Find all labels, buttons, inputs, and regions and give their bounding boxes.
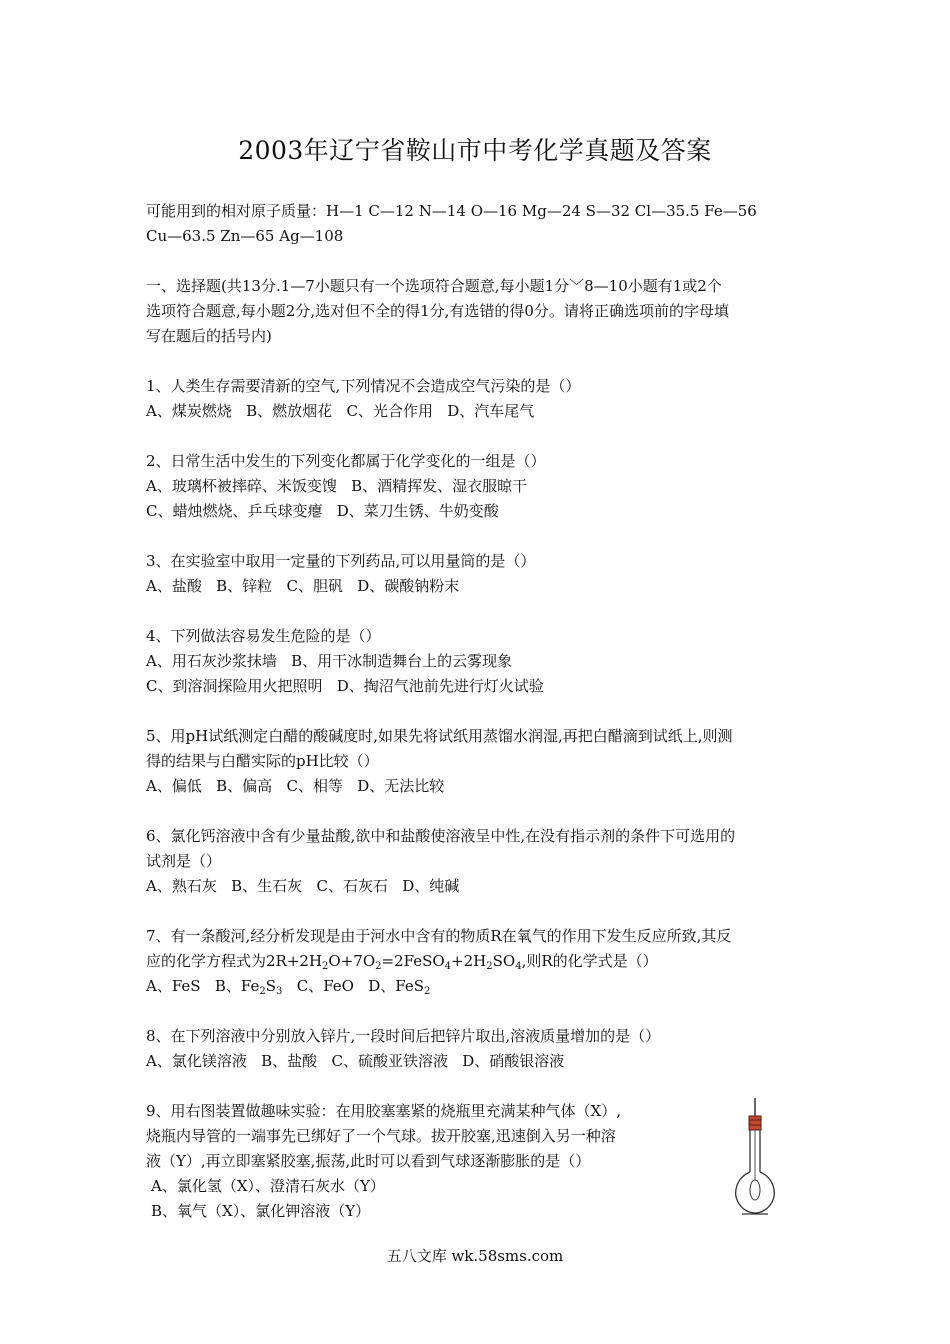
question-9-stem-1: 9、用右图装置做趣味实验：在用胶塞塞紧的烧瓶里充满某种气体（X）,: [146, 1102, 621, 1120]
question-8-options: A、氯化镁溶液 B、盐酸 C、硫酸亚铁溶液 D、硝酸银溶液: [146, 1052, 565, 1070]
question-4-options-1: A、用石灰沙浆抹墙 B、用干冰制造舞台上的云雾现象: [146, 652, 513, 670]
question-7-equation: 应的化学方程式为$2R+2H_2O+7O_2=2FeSO_4+2H_2SO_4$,则R的化学式是（）: [146, 952, 658, 972]
question-6-stem-1: 6、氯化钙溶液中含有少量盐酸,欲中和盐酸使溶液呈中性,在没有指示剂的条件下可选用的: [146, 827, 736, 845]
section-instructions-line-3: 写在题后的括号内): [146, 327, 272, 345]
section-instructions-line-1: 一、选择题(共13分.1—7小题只有一个选项符合题意,每小题1分﹀8—10小题有1或2个: [146, 277, 722, 295]
question-2-options-2: C、蜡烛燃烧、乒乓球变瘪 D、菜刀生锈、牛奶变酸: [146, 502, 499, 520]
question-3-stem: 3、在实验室中取用一定量的下列药品,可以用量筒的是（）: [146, 552, 536, 570]
question-5-stem-2: 得的结果与白醋实际的pH比较（）: [146, 752, 379, 770]
question-2-options-1: A、玻璃杯被摔碎、米饭变馊 B、酒精挥发、湿衣服晾干: [146, 477, 528, 495]
footer-watermark: 五八文库 wk.58sms.com: [386, 1247, 564, 1265]
question-4-stem: 4、下列做法容易发生危险的是（）: [146, 627, 381, 645]
question-9-option-a: A、氯化氢（X）、澄清石灰水（Y）: [151, 1177, 385, 1195]
question-6-stem-2: 试剂是（）: [146, 852, 222, 870]
atomic-mass-line-1: 可能用到的相对原子质量：H—1 C—12 N—14 O—16 Mg—24 S—32 Cl—35.5 Fe—56: [146, 202, 757, 220]
question-4-options-2: C、到溶洞探险用火把照明 D、掏沼气池前先进行灯火试验: [146, 677, 544, 695]
section-instructions-line-2: 选项符合题意,每小题2分,选对但不全的得1分,有选错的得0分。请将正确选项前的字母填: [146, 302, 729, 320]
question-1-stem: 1、人类生存需要清新的空气,下列情况不会造成空气污染的是（）: [146, 377, 581, 395]
question-3-options: A、盐酸 B、锌粒 C、胆矾 D、碳酸钠粉末: [146, 577, 460, 595]
question-9-option-b: B、氧气（X）、氯化钾溶液（Y）: [151, 1202, 371, 1220]
atomic-mass-line-2: Cu—63.5 Zn—65 Ag—108: [146, 227, 344, 245]
page-title: 2003年辽宁省鞍山市中考化学真题及答案: [238, 136, 712, 165]
question-6-options: A、熟石灰 B、生石灰 C、石灰石 D、纯碱: [146, 877, 460, 895]
question-5-stem-1: 5、用pH试纸测定白醋的酸碱度时,如果先将试纸用蒸馏水润湿,再把白醋滴到试纸上,则测: [146, 727, 733, 745]
flask-apparatus-icon: [730, 1098, 780, 1216]
question-7-options: A、FeS B、$Fe_2S_3$ C、FeO D、FeS$_2$: [146, 977, 431, 997]
document-body: [146, 199, 814, 1224]
question-9-stem-3: 液（Y）,再立即塞紧胶塞,振荡,此时可以看到气球逐渐膨胀的是（）: [146, 1152, 591, 1170]
question-2-stem: 2、日常生活中发生的下列变化都属于化学变化的一组是（）: [146, 452, 546, 470]
question-8-stem: 8、在下列溶液中分别放入锌片,一段时间后把锌片取出,溶液质量增加的是（）: [146, 1027, 661, 1045]
question-1-options: A、煤炭燃烧 B、燃放烟花 C、光合作用 D、汽车尾气: [146, 402, 535, 420]
question-5-options: A、偏低 B、偏高 C、相等 D、无法比较: [146, 777, 445, 795]
question-9-stem-2: 烧瓶内导管的一端事先已绑好了一个气球。拔开胶塞,迅速倒入另一种溶: [146, 1127, 616, 1145]
question-7-stem-1: 7、有一条酸河,经分析发现是由于河水中含有的物质R在氧气的作用下发生反应所致,其反: [146, 927, 732, 945]
